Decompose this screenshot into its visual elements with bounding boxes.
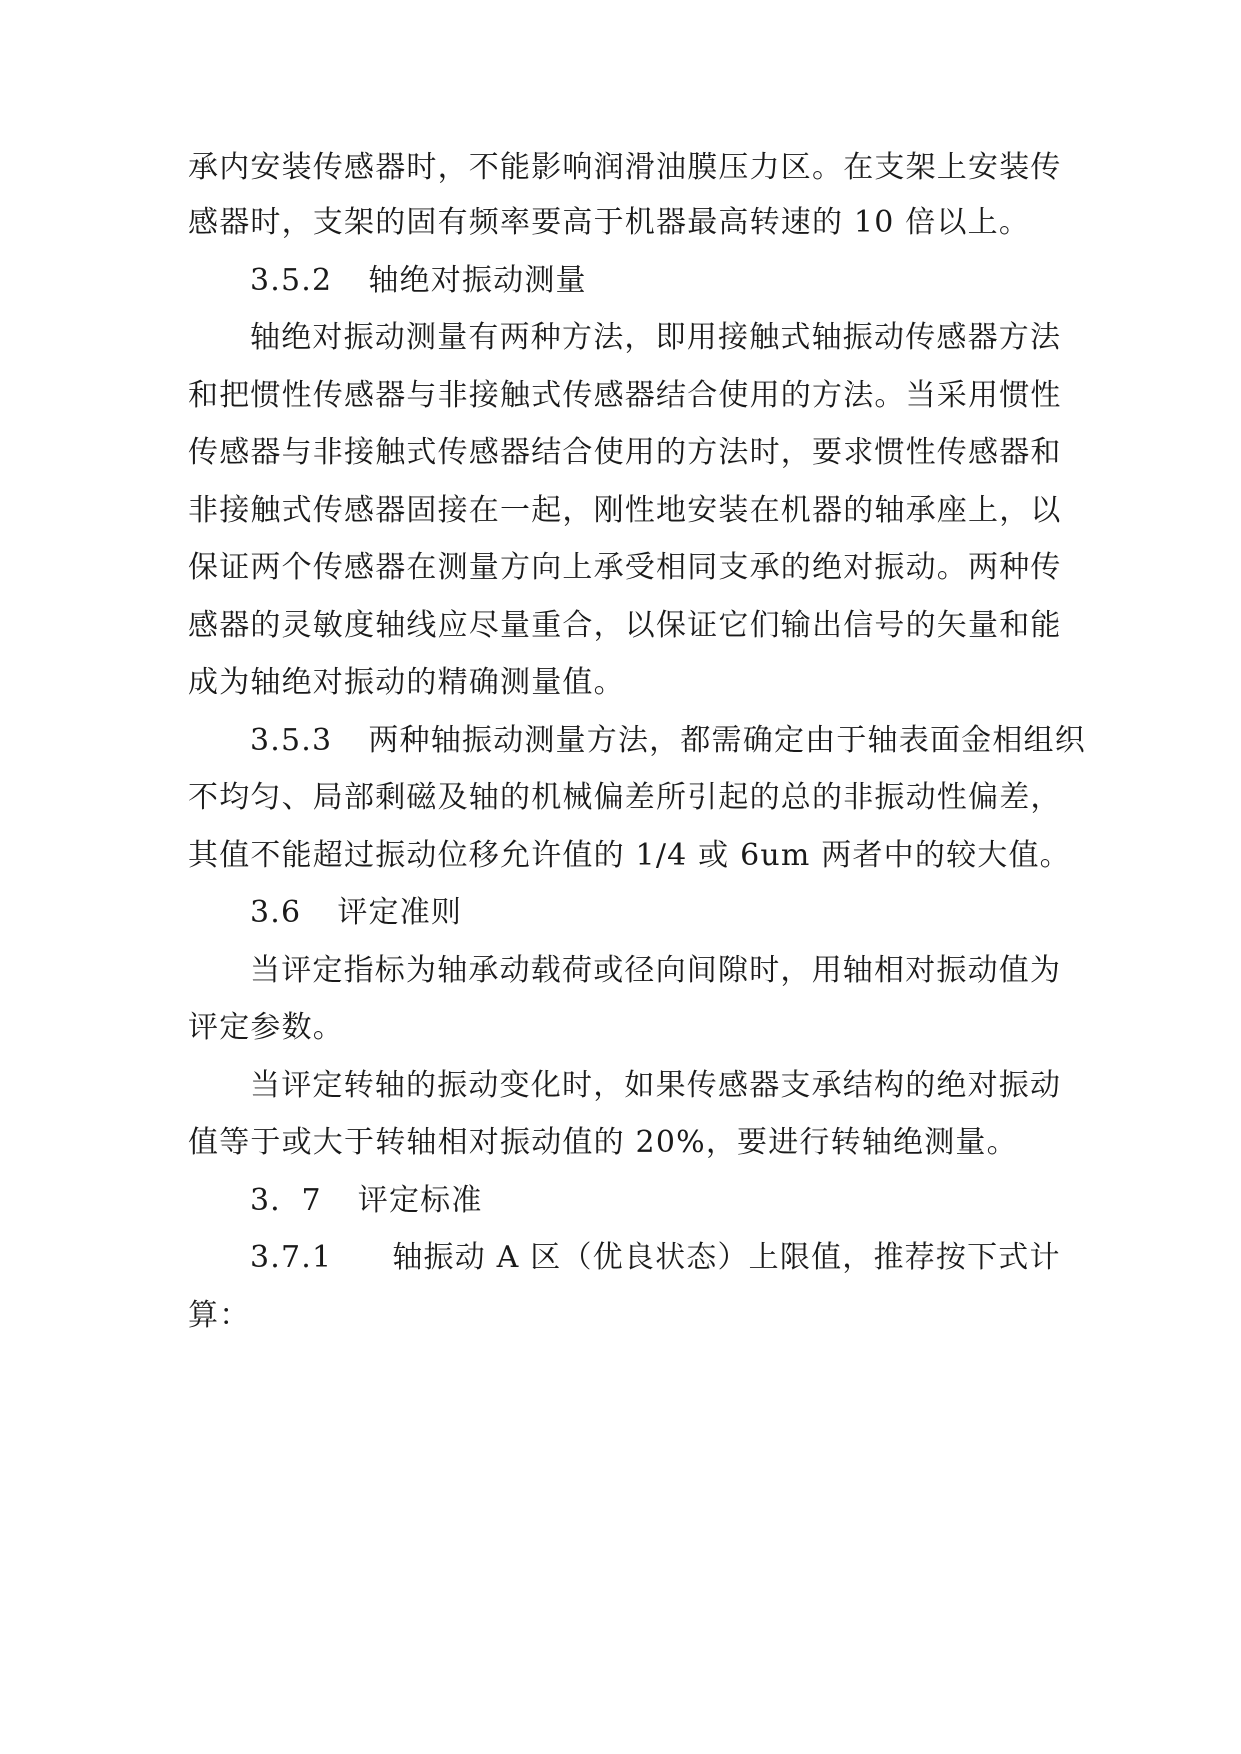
paragraph-text: 轴振动 A 区（优良状态）上限值，推荐按下式计 bbox=[392, 1240, 1061, 1275]
paragraph-line: 不均匀、局部剩磁及轴的机械偏差所引起的总的非振动性偏差， bbox=[188, 780, 1062, 815]
section-heading-3-5-2 bbox=[250, 261, 587, 301]
paragraph-line: 其值不能超过振动位移允许值的 1/4 或 6um 两者中的较大值。 bbox=[188, 838, 1071, 873]
section-number: 3.5.2 bbox=[250, 263, 333, 298]
paragraph-line: 非接触式传感器固接在一起，刚性地安装在机器的轴承座上，以 bbox=[188, 493, 1062, 528]
paragraph-line: 保证两个传感器在测量方向上承受相同支承的绝对振动。两种传 bbox=[188, 550, 1062, 585]
section-number: 3.6 bbox=[250, 895, 302, 930]
section-paragraph-3-7-1 bbox=[250, 1238, 1061, 1278]
section-number: 3.7.1 bbox=[250, 1240, 333, 1275]
paragraph-line: 当评定转轴的振动变化时，如果传感器支承结构的绝对振动 bbox=[250, 1068, 1062, 1103]
paragraph-line: 和把惯性传感器与非接触式传感器结合使用的方法。当采用惯性 bbox=[188, 378, 1062, 413]
paragraph-line: 算： bbox=[188, 1298, 251, 1333]
paragraph-line: 评定参数。 bbox=[188, 1010, 344, 1045]
paragraph-line: 当评定指标为轴承动载荷或径向间隙时，用轴相对振动值为 bbox=[250, 953, 1062, 988]
section-number: 3．7 bbox=[250, 1183, 322, 1218]
section-title: 评定准则 bbox=[337, 895, 463, 930]
paragraph-text: 两种轴振动测量方法，都需确定由于轴表面金相组织 bbox=[368, 723, 1086, 758]
section-title: 评定标准 bbox=[357, 1183, 483, 1218]
paragraph-line: 轴绝对振动测量有两种方法，即用接触式轴振动传感器方法 bbox=[250, 320, 1062, 355]
paragraph-line: 感器的灵敏度轴线应尽量重合，以保证它们输出信号的矢量和能 bbox=[188, 608, 1062, 643]
section-number: 3.5.3 bbox=[250, 723, 333, 758]
paragraph-line: 感器时，支架的固有频率要高于机器最高转速的 10 倍以上。 bbox=[188, 205, 1031, 240]
section-heading-3-7 bbox=[250, 1181, 483, 1221]
section-heading-3-6 bbox=[250, 893, 462, 933]
section-title: 轴绝对振动测量 bbox=[368, 263, 587, 298]
section-paragraph-3-5-3 bbox=[250, 721, 1086, 761]
paragraph-line: 承内安装传感器时，不能影响润滑油膜压力区。在支架上安装传 bbox=[188, 150, 1062, 185]
paragraph-line: 传感器与非接触式传感器结合使用的方法时，要求惯性传感器和 bbox=[188, 435, 1062, 470]
paragraph-line: 值等于或大于转轴相对振动值的 20%，要进行转轴绝测量。 bbox=[188, 1125, 1018, 1160]
paragraph-line: 成为轴绝对振动的精确测量值。 bbox=[188, 665, 625, 700]
